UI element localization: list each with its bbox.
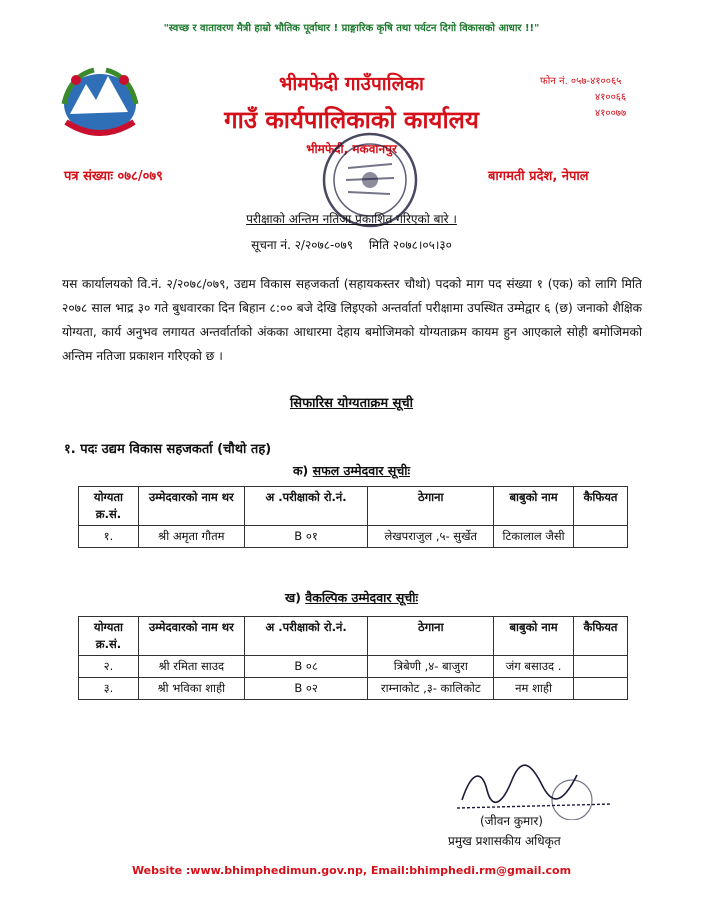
phone-block — [540, 74, 626, 122]
col-address: ठेगाना — [368, 487, 494, 526]
cell-rank: २. — [79, 656, 139, 678]
table-row — [79, 678, 628, 700]
signer-name: (जीवन कुमार) — [480, 814, 543, 828]
cell-father: जंग बसाउद . — [494, 656, 574, 678]
col-father: बाबुको नाम — [494, 487, 574, 526]
section-a-prefix: क) — [292, 463, 309, 478]
cell-rank: १. — [79, 526, 139, 548]
alternate-candidates-table — [78, 616, 628, 700]
notice-meta — [0, 236, 703, 253]
notice-body: यस कार्यालयको वि.नं. २/२०७८/०७९, उद्यम विकास सहजकर्ता (सहायकस्तर चौथो) पदको माग पद संख्या १ (एक) को लागि मिति २०७८ साल भाद्र ३० गते बुधवारका दिन बिहान ८:०० बजे देखि लिइएको अन्तर्वार्ता परीक्षामा उपस्थित उम्मेद्वार ६ (छ) जनाको शैक्षिक योग्यता, कार्य अनुभव लगायत अन्तर्वार्ताको अंकका आधारमा देहाय बमोजिमको योग्यताक्रम कायम हुन आएकाले सोही बमोजिमको अन्तिम नतिजा प्रकाशन गरिएको छ । — [62, 277, 642, 363]
cell-roll: B ०८ — [244, 656, 368, 678]
col-rank: योग्यता क्र.सं. — [79, 617, 139, 656]
cell-remarks — [574, 526, 628, 548]
col-name: उम्मेदवारको नाम थर — [138, 487, 244, 526]
col-roll: अ .परीक्षाको रो.नं. — [244, 487, 368, 526]
col-address: ठेगाना — [368, 617, 494, 656]
cell-name: श्री रमिता साउद — [138, 656, 244, 678]
col-name: उम्मेदवारको नाम थर — [138, 617, 244, 656]
notice-number: सूचना नं. २/२०७८-०७९ — [251, 238, 353, 252]
cell-remarks — [574, 678, 628, 700]
cell-roll: B ०२ — [244, 678, 368, 700]
cell-roll: B ०१ — [244, 526, 368, 548]
section-alternate-heading — [0, 589, 703, 606]
col-rank: योग्यता क्र.सं. — [79, 487, 139, 526]
table-row — [79, 526, 628, 548]
cell-rank: ३. — [79, 678, 139, 700]
col-remarks: कैफियत — [574, 487, 628, 526]
cell-remarks — [574, 656, 628, 678]
notice-date: मिति २०७८।०५।३० — [368, 238, 452, 252]
post-title: १. पदः उद्यम विकास सहजकर्ता (चौथो तह) — [64, 442, 272, 457]
section-a-title: सफल उम्मेदवार सूचीः — [312, 463, 411, 478]
cell-father: टिकालाल जैसी — [494, 526, 574, 548]
table-header-row — [79, 617, 628, 656]
successful-candidates-table — [78, 486, 628, 548]
section-successful-heading — [0, 462, 703, 479]
col-father: बाबुको नाम — [494, 617, 574, 656]
province: बागमती प्रदेश, नेपाल — [488, 169, 589, 184]
reference-number: पत्र संख्याः ०७८/०७९ — [64, 169, 163, 184]
cell-address: त्रिबेणी ,४- बाजुरा — [368, 656, 494, 678]
office-title: गाउँ कार्यपालिकाको कार्यालय — [224, 106, 479, 134]
cell-name: श्री अमृता गौतम — [138, 526, 244, 548]
col-remarks: कैफियत — [574, 617, 628, 656]
signature-icon — [452, 760, 622, 820]
table-row — [79, 656, 628, 678]
col-roll: अ .परीक्षाको रो.नं. — [244, 617, 368, 656]
section-b-title: वैकल्पिक उम्मेदवार सूचीः — [305, 590, 419, 605]
cell-address: लेखपराजुल ,५- सुर्खेत — [368, 526, 494, 548]
recommendation-list-title: सिफारिस योग्यताक्रम सूची — [289, 396, 414, 411]
office-address: भीमफेदी, मकवानपुर — [306, 142, 397, 156]
phone-number: फोन नं. ०५७-४१००६५ — [540, 76, 622, 87]
cell-father: नम शाही — [494, 678, 574, 700]
phone-number-2: ४१००६६ — [595, 92, 627, 103]
office-name: भीमफेदी गाउँपालिका — [279, 73, 424, 95]
phone-number-3: ४१००७७ — [595, 108, 627, 119]
notice-subject: परीक्षाको अन्तिम नतिजा प्रकाशित गरिएको बारे । — [246, 212, 457, 226]
cell-name: श्री भविका शाही — [138, 678, 244, 700]
table-header-row — [79, 487, 628, 526]
cell-address: राम्नाकोट ,३- कालिकोट — [368, 678, 494, 700]
section-b-prefix: ख) — [284, 590, 301, 605]
footer-contact: Website :www.bhimphedimun.gov.np, Email:bhimphedi.rm@gmail.com — [131, 864, 572, 877]
signer-designation: प्रमुख प्रशासकीय अधिकृत — [448, 834, 561, 848]
motto: "स्वच्छ र वातावरण मैत्री हाम्रो भौतिक पूर्वाधार ! प्राङ्गारिक कृषि तथा पर्यटन दिगो विकासको आधार !!" — [163, 23, 540, 34]
